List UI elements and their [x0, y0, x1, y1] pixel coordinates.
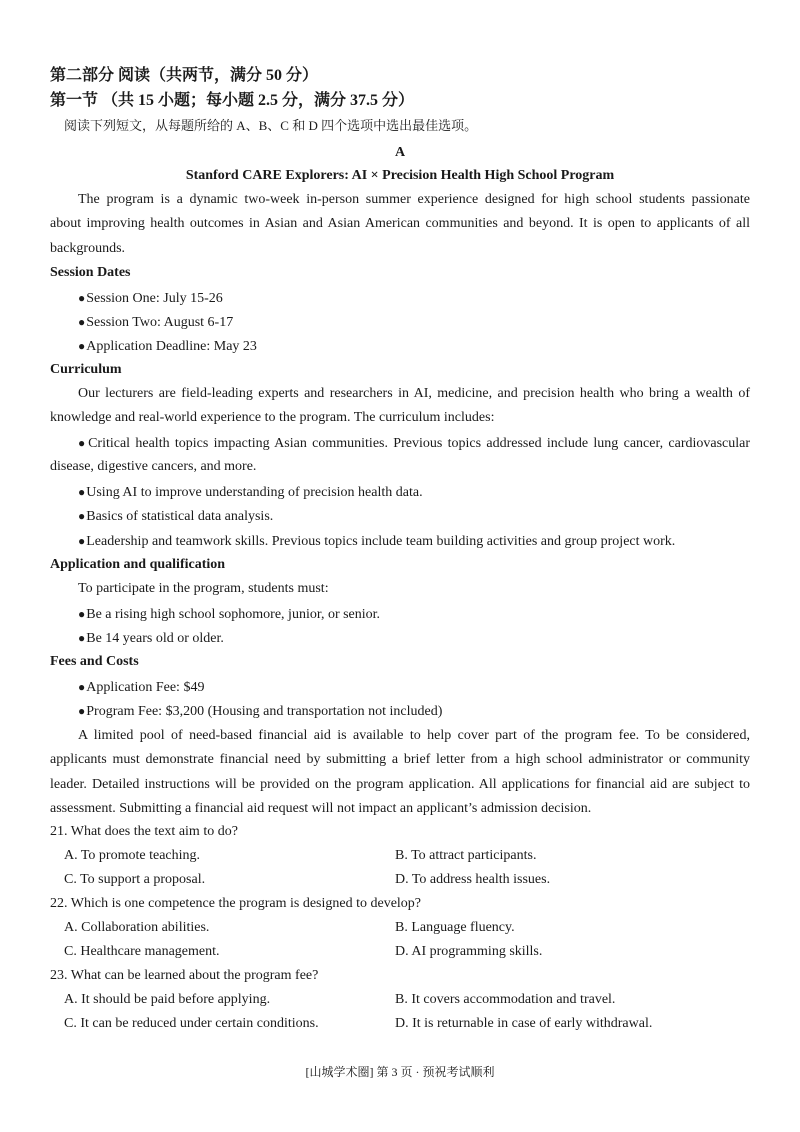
instructions: 阅读下列短文，从每题所给的 A、B、C 和 D 四个选项中选出最佳选项。: [64, 118, 478, 133]
intro-line: backgrounds.: [50, 241, 126, 256]
part-heading: 第二部分 阅读（共两节，满分 50 分）: [50, 67, 319, 84]
intro-line: The program is a dynamic two-week in-person summer experience designed for high school students passionate: [78, 192, 750, 207]
question-option: C. To support a proposal.: [64, 872, 206, 887]
question-option: D. AI programming skills.: [395, 944, 543, 959]
question-stem: 21. What does the text aim to do?: [50, 824, 238, 839]
curriculum-item: ● Using AI to improve understanding of precision health data.: [78, 484, 423, 501]
aid-line: assessment. Submitting a financial aid request will not impact an applicant’s admission decision.: [50, 801, 592, 816]
application-heading: Application and qualification: [50, 557, 226, 572]
aid-line: A limited pool of need-based financial aid is available to help cover part of the program fee. To be considered,: [78, 728, 750, 743]
question-option: A. Collaboration abilities.: [64, 920, 210, 935]
curriculum-item: ● Leadership and teamwork skills. Previous topics include team building activities and group project work.: [78, 533, 675, 550]
passage-letter: A: [394, 145, 406, 160]
application-item: ● Be 14 years old or older.: [78, 630, 224, 647]
question-option: A. It should be paid before applying.: [64, 992, 271, 1007]
curriculum-intro-line: Our lecturers are field-leading experts and researchers in AI, medicine, and precision health who bring a wealth of: [78, 386, 750, 401]
fees-heading: Fees and Costs: [50, 654, 139, 669]
page-footer: [山城学术圈] 第 3 页 · 预祝考试顺利: [305, 1065, 495, 1079]
aid-line: leader. Detailed instructions will be provided on the program application. All applications for financial aid are subject to: [50, 777, 750, 792]
fee-item: ● Program Fee: $3,200 (Housing and transportation not included): [78, 703, 442, 720]
aid-line: applicants must demonstrate financial need by submitting a brief letter from a high school administrator or community: [50, 752, 750, 767]
question-option: D. To address health issues.: [395, 872, 551, 887]
question-stem: 22. Which is one competence the program is designed to develop?: [50, 896, 422, 911]
session-item: ● Application Deadline: May 23: [78, 338, 257, 355]
session-item: ● Session One: July 15-26: [78, 290, 223, 307]
curriculum-item: ● Basics of statistical data analysis.: [78, 508, 273, 525]
session-heading: Session Dates: [50, 265, 131, 280]
intro-line: about improving health outcomes in Asian and Asian American communities and beyond. It is open to applicants of all: [50, 216, 750, 231]
curriculum-item: ● Critical health topics impacting Asian communities. Previous topics addressed include lung cancer, cardiovascular: [78, 435, 750, 452]
question-option: B. It covers accommodation and travel.: [395, 992, 616, 1007]
question-option: D. It is returnable in case of early withdrawal.: [395, 1016, 653, 1031]
question-option: B. Language fluency.: [395, 920, 515, 935]
application-item: ● Be a rising high school sophomore, junior, or senior.: [78, 606, 380, 623]
fee-item: ● Application Fee: $49: [78, 679, 204, 696]
question-option: A. To promote teaching.: [64, 848, 201, 863]
curriculum-item-continuation: disease, digestive cancers, and more.: [50, 459, 257, 474]
passage-title: Stanford CARE Explorers: AI × Precision Health High School Program: [185, 168, 615, 183]
section-heading: 第一节 （共 15 小题；每小题 2.5 分，满分 37.5 分）: [50, 92, 415, 109]
question-stem: 23. What can be learned about the program fee?: [50, 968, 319, 983]
question-option: C. It can be reduced under certain conditions.: [64, 1016, 319, 1031]
session-item: ● Session Two: August 6-17: [78, 314, 233, 331]
curriculum-heading: Curriculum: [50, 362, 122, 377]
question-option: C. Healthcare management.: [64, 944, 220, 959]
application-intro: To participate in the program, students must:: [78, 581, 329, 596]
curriculum-intro-line: knowledge and real-world experience to the program. The curriculum includes:: [50, 410, 495, 425]
question-option: B. To attract participants.: [395, 848, 537, 863]
